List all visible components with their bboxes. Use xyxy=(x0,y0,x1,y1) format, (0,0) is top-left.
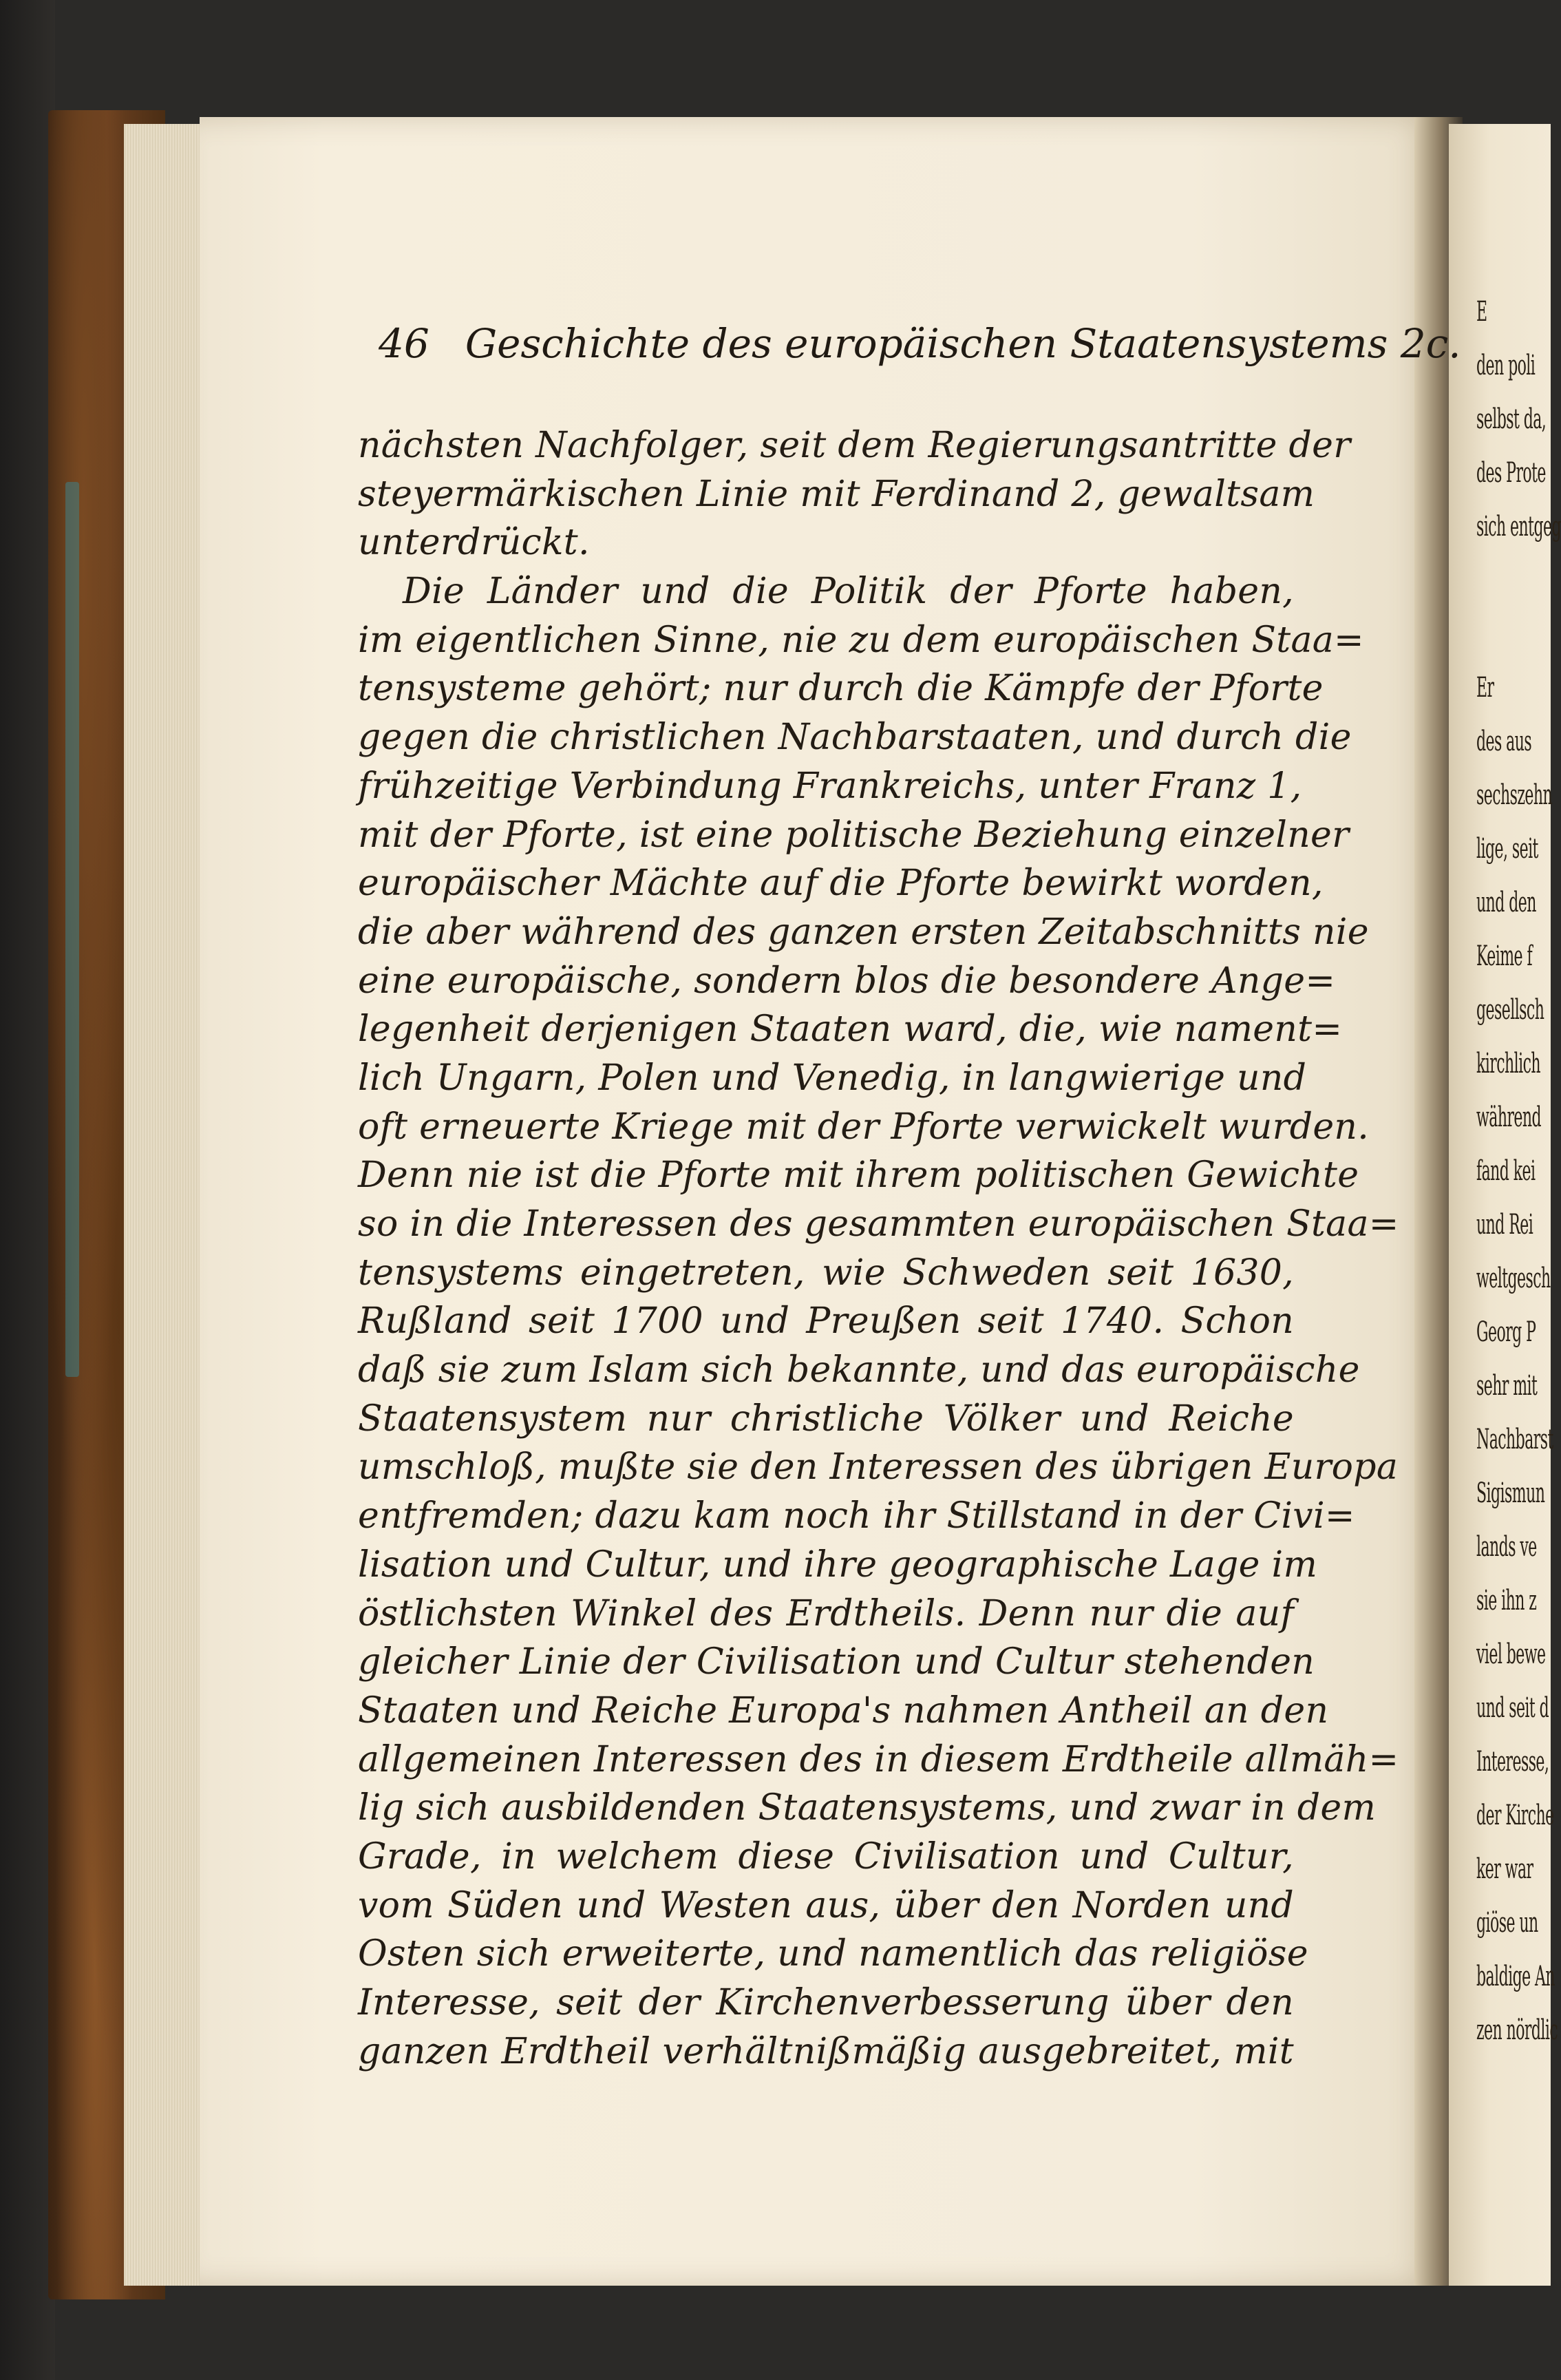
text-line: legenheit derjenigen Staaten ward, die, wie nament= xyxy=(358,1009,1343,1051)
text-line: vom Süden und Westen aus, über den Norden und xyxy=(358,1884,1294,1926)
text-line: umschloß, mußte sie den Interessen des übrigen Europa xyxy=(358,1446,1399,1488)
running-head xyxy=(379,320,1461,367)
facing-text-fragment: E xyxy=(1476,296,1487,328)
facing-text-fragment: sie ihn z xyxy=(1476,1585,1537,1616)
text-line: Rußland seit 1700 und Preußen seit 1740. Schon xyxy=(358,1300,1294,1342)
facing-text-fragment: selbst da, xyxy=(1476,403,1547,435)
facing-text-fragment: zen nördlic xyxy=(1476,2014,1558,2046)
text-line: Staaten und Reiche Europa's nahmen Antheil an den xyxy=(358,1689,1329,1731)
facing-text-fragment: sich entgeg xyxy=(1476,511,1561,543)
facing-text-fragment: Keime f xyxy=(1476,940,1533,972)
facing-text-fragment: baldige An xyxy=(1476,1961,1555,1992)
running-head-title: Geschichte des europäischen Staatensystems 2c. xyxy=(465,320,1461,367)
page-body xyxy=(358,421,1399,2076)
facing-text-fragment: lige, seit xyxy=(1476,833,1538,865)
facing-text-fragment: gesellsch xyxy=(1476,994,1544,1026)
text-line: so in die Interessen des gesammten europäischen Staa= xyxy=(358,1203,1399,1245)
facing-text-fragment: fand kei xyxy=(1476,1155,1536,1187)
text-line: allgemeinen Interessen des in diesem Erdtheile allmäh= xyxy=(358,1738,1399,1780)
text-line: unterdrückt. xyxy=(358,522,590,564)
text-line: daß sie zum Islam sich bekannte, und das europäische xyxy=(358,1349,1360,1391)
text-line: nächsten Nachfolger, seit dem Regierungsantritte der xyxy=(358,425,1351,466)
backdrop xyxy=(0,0,55,2380)
facing-text-fragment: Er xyxy=(1476,672,1494,704)
facing-text-fragment: und den xyxy=(1476,887,1536,918)
text-line: lisation und Cultur, und ihre geographische Lage im xyxy=(358,1544,1318,1586)
text-line: mit der Pforte, ist eine politische Beziehung einzelner xyxy=(358,814,1350,856)
facing-text-fragment: Nachbarst xyxy=(1476,1424,1553,1455)
facing-page xyxy=(1449,124,1561,2286)
text-line: eine europäische, sondern blos die besondere Ange= xyxy=(358,960,1336,1002)
facing-text-fragment: weltgesch xyxy=(1476,1263,1551,1294)
text-line: Osten sich erweiterte, und namentlich das religiöse xyxy=(358,1933,1308,1975)
facing-text-fragment: Interesse, xyxy=(1476,1746,1549,1778)
facing-text-fragment: den poli xyxy=(1476,350,1536,381)
facing-text-fragment: lands ve xyxy=(1476,1531,1537,1563)
text-line: lig sich ausbildenden Staatensystems, und zwar in dem xyxy=(358,1787,1377,1829)
facing-text-fragment: der Kirche xyxy=(1476,1800,1554,1831)
cover-marbled-edge xyxy=(65,482,79,1377)
facing-text-fragment: des aus xyxy=(1476,726,1532,757)
text-line: entfremden; dazu kam noch ihr Stillstand in der Civi= xyxy=(358,1495,1355,1537)
facing-text-fragment: kirchlich xyxy=(1476,1048,1540,1080)
text-line: Grade, in welchem diese Civilisation und Cultur, xyxy=(358,1835,1294,1877)
page-number: 46 xyxy=(379,320,429,367)
text-line: tensysteme gehört; nur durch die Kämpfe der Pforte xyxy=(358,668,1324,710)
text-line: europäischer Mächte auf die Pforte bewirkt worden, xyxy=(358,863,1324,905)
text-line: frühzeitige Verbindung Frankreichs, unter Franz 1, xyxy=(358,765,1302,807)
text-line: gleicher Linie der Civilisation und Cultur stehenden xyxy=(358,1641,1315,1683)
facing-text-fragment: während xyxy=(1476,1102,1542,1133)
facing-text-fragment: sechszehn xyxy=(1476,779,1553,811)
text-line: oft erneuerte Kriege mit der Pforte verwickelt wurden. xyxy=(358,1106,1370,1148)
facing-text-fragment: Sigismun xyxy=(1476,1477,1545,1509)
text-line: Die Länder und die Politik der Pforte haben, xyxy=(403,571,1294,613)
text-line: steyermärkischen Linie mit Ferdinand 2, gewaltsam xyxy=(358,473,1315,515)
text-line: Denn nie ist die Pforte mit ihrem politischen Gewichte xyxy=(358,1155,1359,1197)
text-line: die aber während des ganzen ersten Zeitabschnitts nie xyxy=(358,911,1369,953)
text-line: tensystems eingetreten, wie Schweden seit 1630, xyxy=(358,1252,1294,1294)
text-line: östlichsten Winkel des Erdtheils. Denn nur die auf xyxy=(358,1592,1294,1634)
text-line: Staatensystem nur christliche Völker und Reiche xyxy=(358,1398,1294,1440)
facing-text-fragment: sehr mit xyxy=(1476,1370,1538,1402)
text-line: Interesse, seit der Kirchenverbesserung über den xyxy=(358,1982,1294,2023)
facing-text-fragment: viel bewe xyxy=(1476,1639,1546,1670)
facing-text-fragment: und Rei xyxy=(1476,1209,1533,1241)
text-line: gegen die christlichen Nachbarstaaten, und durch die xyxy=(358,717,1352,759)
text-line: lich Ungarn, Polen und Venedig, in langwierige und xyxy=(358,1057,1307,1099)
facing-text-fragment: ker war xyxy=(1476,1853,1533,1885)
page-edges xyxy=(124,124,208,2286)
text-line: ganzen Erdtheil verhältnißmäßig ausgebreitet, mit xyxy=(358,2030,1294,2072)
facing-text-fragment: des Prote xyxy=(1476,457,1546,489)
text-line: im eigentlichen Sinne, nie zu dem europäischen Staa= xyxy=(358,619,1364,661)
facing-text-fragment: giöse un xyxy=(1476,1907,1538,1939)
facing-text-fragment: Georg P xyxy=(1476,1316,1536,1348)
facing-text-fragment: und seit d xyxy=(1476,1692,1549,1724)
